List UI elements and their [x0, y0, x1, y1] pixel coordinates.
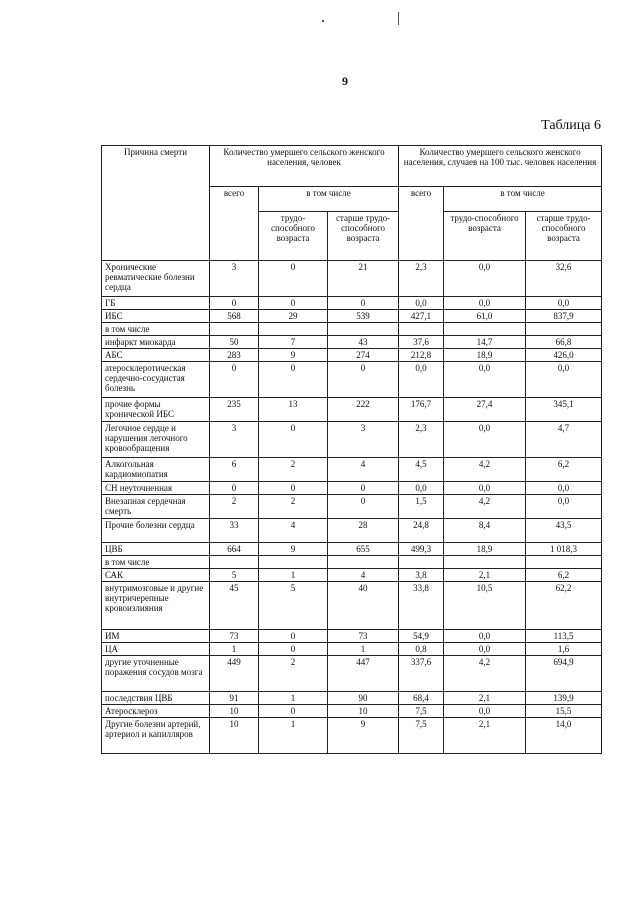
- cell-cause: последствия ЦВБ: [102, 692, 210, 705]
- table-row: [102, 261, 602, 297]
- cell-value: 43,5: [526, 519, 602, 543]
- cell-value: [444, 556, 526, 569]
- cell-value: 21: [328, 261, 399, 297]
- cell-value: 4: [328, 569, 399, 582]
- cell-value: 2,1: [444, 692, 526, 705]
- cell-cause: Атеросклероз: [102, 705, 210, 718]
- table-row: [102, 422, 602, 458]
- cell-value: 4: [328, 458, 399, 482]
- cell-value: 0: [210, 482, 259, 495]
- cell-value: 0,0: [444, 705, 526, 718]
- cell-value: 28: [328, 519, 399, 543]
- cell-value: 2,3: [399, 422, 444, 458]
- cell-cause: в том числе: [102, 556, 210, 569]
- cell-value: 91: [210, 692, 259, 705]
- cell-value: 4,2: [444, 495, 526, 519]
- cell-value: 54,9: [399, 630, 444, 643]
- table-row: [102, 718, 602, 754]
- table-row: [102, 630, 602, 643]
- cell-cause: ЦА: [102, 643, 210, 656]
- cell-value: 0,0: [444, 362, 526, 398]
- cell-value: [259, 556, 328, 569]
- cell-value: 1 018,3: [526, 543, 602, 556]
- cell-value: 1: [259, 692, 328, 705]
- cell-value: 33,8: [399, 582, 444, 630]
- cell-value: 0: [328, 297, 399, 310]
- cell-value: 73: [328, 630, 399, 643]
- table-row: [102, 643, 602, 656]
- cell-cause: атеросклеротическая сердечно-сосудистая болезнь: [102, 362, 210, 398]
- cell-value: 337,6: [399, 656, 444, 692]
- cell-value: 4,2: [444, 458, 526, 482]
- cell-value: 13: [259, 398, 328, 422]
- cell-cause: Другие болезни артерий, артериол и капилляров: [102, 718, 210, 754]
- cell-value: 447: [328, 656, 399, 692]
- cell-value: 0: [328, 482, 399, 495]
- header-group-counts: Количество умершего сельского женского населения, человек: [210, 146, 399, 187]
- cell-value: 499,3: [399, 543, 444, 556]
- table-row: [102, 582, 602, 630]
- cell-cause: прочие формы хронической ИБС: [102, 398, 210, 422]
- cell-cause: ИБС: [102, 310, 210, 323]
- cell-cause: Легочное сердце и нарушения легочного кровообращения: [102, 422, 210, 458]
- cell-value: 0,0: [526, 297, 602, 310]
- cell-value: 1: [259, 569, 328, 582]
- cell-value: 10,5: [444, 582, 526, 630]
- cell-value: 8,4: [444, 519, 526, 543]
- cell-value: 32,6: [526, 261, 602, 297]
- cell-value: 568: [210, 310, 259, 323]
- cell-value: 40: [328, 582, 399, 630]
- cell-value: 10: [210, 718, 259, 754]
- cell-value: 15,5: [526, 705, 602, 718]
- table-row: [102, 323, 602, 336]
- cell-value: 0,0: [526, 362, 602, 398]
- cell-cause: Хронические ревматические болезни сердца: [102, 261, 210, 297]
- cell-value: 9: [328, 718, 399, 754]
- table-row: [102, 336, 602, 349]
- table-row: [102, 556, 602, 569]
- table-row: [102, 458, 602, 482]
- cell-value: 0: [259, 482, 328, 495]
- cell-value: [399, 323, 444, 336]
- cell-value: 0: [328, 495, 399, 519]
- scan-mark: [398, 12, 399, 25]
- cell-value: 14,0: [526, 718, 602, 754]
- cell-value: 0: [259, 630, 328, 643]
- cell-value: 0,0: [399, 362, 444, 398]
- cell-value: 0,0: [526, 495, 602, 519]
- scan-mark: [322, 20, 324, 22]
- cell-value: 1: [328, 643, 399, 656]
- header-group-rates: Количество умершего сельского женского населения, случаев на 100 тыс. человек населения: [399, 146, 602, 187]
- cell-value: 6,2: [526, 569, 602, 582]
- cell-value: 7,5: [399, 718, 444, 754]
- cell-value: 0,0: [444, 630, 526, 643]
- cell-value: 6,2: [526, 458, 602, 482]
- header-working-rate: трудо-способного возраста: [444, 212, 526, 261]
- cell-value: 0: [259, 261, 328, 297]
- cell-value: 2,3: [399, 261, 444, 297]
- cell-value: 0,0: [444, 297, 526, 310]
- cell-value: 2,1: [444, 718, 526, 754]
- cell-value: 274: [328, 349, 399, 362]
- header-total-count: всего: [210, 187, 259, 261]
- cell-value: 14,7: [444, 336, 526, 349]
- cell-value: 43: [328, 336, 399, 349]
- table-row: [102, 569, 602, 582]
- cell-value: 2: [210, 495, 259, 519]
- cell-value: 5: [210, 569, 259, 582]
- cell-value: 73: [210, 630, 259, 643]
- cell-value: 68,4: [399, 692, 444, 705]
- cell-value: 33: [210, 519, 259, 543]
- cell-value: [328, 323, 399, 336]
- cell-value: [210, 556, 259, 569]
- cell-value: [328, 556, 399, 569]
- cell-value: 50: [210, 336, 259, 349]
- cell-value: 222: [328, 398, 399, 422]
- cell-value: [526, 556, 602, 569]
- table-body: [102, 261, 602, 754]
- cell-value: 3: [210, 261, 259, 297]
- cell-value: 90: [328, 692, 399, 705]
- cell-value: 235: [210, 398, 259, 422]
- cell-value: 66,8: [526, 336, 602, 349]
- cell-value: 37,6: [399, 336, 444, 349]
- cell-value: 9: [259, 349, 328, 362]
- cell-value: 427,1: [399, 310, 444, 323]
- cell-value: 426,0: [526, 349, 602, 362]
- header-including-count: в том числе: [259, 187, 399, 212]
- cell-value: 5: [259, 582, 328, 630]
- cell-cause: САК: [102, 569, 210, 582]
- cell-cause: ГБ: [102, 297, 210, 310]
- cell-value: 7: [259, 336, 328, 349]
- cell-value: 113,5: [526, 630, 602, 643]
- header-including-rate: в том числе: [444, 187, 602, 212]
- cell-value: [526, 323, 602, 336]
- cell-value: 1: [259, 718, 328, 754]
- cell-value: 0: [210, 362, 259, 398]
- cell-value: 2: [259, 458, 328, 482]
- table-row: [102, 362, 602, 398]
- cell-value: [210, 323, 259, 336]
- cell-value: 449: [210, 656, 259, 692]
- cell-value: 345,1: [526, 398, 602, 422]
- cell-value: 29: [259, 310, 328, 323]
- table-row: [102, 482, 602, 495]
- table-row: [102, 656, 602, 692]
- cell-value: 0,0: [399, 297, 444, 310]
- cell-value: 2: [259, 656, 328, 692]
- cell-cause: другие уточненные поражения сосудов мозга: [102, 656, 210, 692]
- cell-value: 0,0: [444, 261, 526, 297]
- cell-value: 2,1: [444, 569, 526, 582]
- cell-value: 283: [210, 349, 259, 362]
- table-row: [102, 692, 602, 705]
- cell-value: 3,8: [399, 569, 444, 582]
- table-row: [102, 310, 602, 323]
- cell-value: [444, 323, 526, 336]
- cell-value: 0,0: [526, 482, 602, 495]
- cell-cause: ЦВБ: [102, 543, 210, 556]
- cell-value: 212,8: [399, 349, 444, 362]
- cell-value: 4,7: [526, 422, 602, 458]
- cell-value: 0,8: [399, 643, 444, 656]
- cell-value: 3: [210, 422, 259, 458]
- cell-cause: ИМ: [102, 630, 210, 643]
- cell-value: 176,7: [399, 398, 444, 422]
- header-total-rate: всего: [399, 187, 444, 261]
- table-row: [102, 398, 602, 422]
- cell-cause: АБС: [102, 349, 210, 362]
- cell-value: [259, 323, 328, 336]
- cell-value: 664: [210, 543, 259, 556]
- header-older-rate: старше трудо-способного возраста: [526, 212, 602, 261]
- cell-value: 6: [210, 458, 259, 482]
- table-row: [102, 297, 602, 310]
- cell-cause: в том числе: [102, 323, 210, 336]
- table-row: [102, 705, 602, 718]
- cell-value: 0: [259, 422, 328, 458]
- table-row: [102, 495, 602, 519]
- cell-value: 139,9: [526, 692, 602, 705]
- cell-value: 0,0: [444, 482, 526, 495]
- header-cause: Причина смерти: [102, 146, 210, 261]
- cell-value: 0: [259, 362, 328, 398]
- mortality-table: [101, 145, 602, 754]
- cell-value: 0: [259, 643, 328, 656]
- cell-value: 7,5: [399, 705, 444, 718]
- cell-value: 62,2: [526, 582, 602, 630]
- cell-value: 539: [328, 310, 399, 323]
- cell-value: 1,5: [399, 495, 444, 519]
- cell-value: 24,8: [399, 519, 444, 543]
- cell-value: 837,9: [526, 310, 602, 323]
- cell-cause: СН неуточненная: [102, 482, 210, 495]
- cell-value: 61,0: [444, 310, 526, 323]
- cell-value: [399, 556, 444, 569]
- cell-value: 0: [328, 362, 399, 398]
- cell-value: 0: [259, 705, 328, 718]
- cell-value: 9: [259, 543, 328, 556]
- cell-value: 18,9: [444, 349, 526, 362]
- cell-cause: Алкогольная кардиомиопатия: [102, 458, 210, 482]
- cell-value: 2: [259, 495, 328, 519]
- cell-value: 0,0: [399, 482, 444, 495]
- cell-value: 0,0: [444, 422, 526, 458]
- cell-value: 1,6: [526, 643, 602, 656]
- cell-value: 27,4: [444, 398, 526, 422]
- cell-value: 0,0: [444, 643, 526, 656]
- cell-value: 18,9: [444, 543, 526, 556]
- table-title: Таблица 6: [541, 118, 601, 133]
- table-row: [102, 519, 602, 543]
- cell-cause: внутримозговые и другие внутричерепные кровоизлияния: [102, 582, 210, 630]
- cell-value: 45: [210, 582, 259, 630]
- cell-value: 0: [210, 297, 259, 310]
- header-working-count: трудо-способного возраста: [259, 212, 328, 261]
- table-row: [102, 349, 602, 362]
- cell-value: 4: [259, 519, 328, 543]
- cell-cause: инфаркт миокарда: [102, 336, 210, 349]
- cell-value: 4,5: [399, 458, 444, 482]
- cell-cause: Внезапная сердечная смерть: [102, 495, 210, 519]
- cell-cause: Прочие болезни сердца: [102, 519, 210, 543]
- header-older-count: старше трудо-способного возраста: [328, 212, 399, 261]
- cell-value: 1: [210, 643, 259, 656]
- page-number: 9: [342, 74, 348, 88]
- cell-value: 10: [210, 705, 259, 718]
- cell-value: 694,9: [526, 656, 602, 692]
- cell-value: 3: [328, 422, 399, 458]
- cell-value: 4,2: [444, 656, 526, 692]
- table-row: [102, 543, 602, 556]
- cell-value: 0: [259, 297, 328, 310]
- cell-value: 655: [328, 543, 399, 556]
- cell-value: 10: [328, 705, 399, 718]
